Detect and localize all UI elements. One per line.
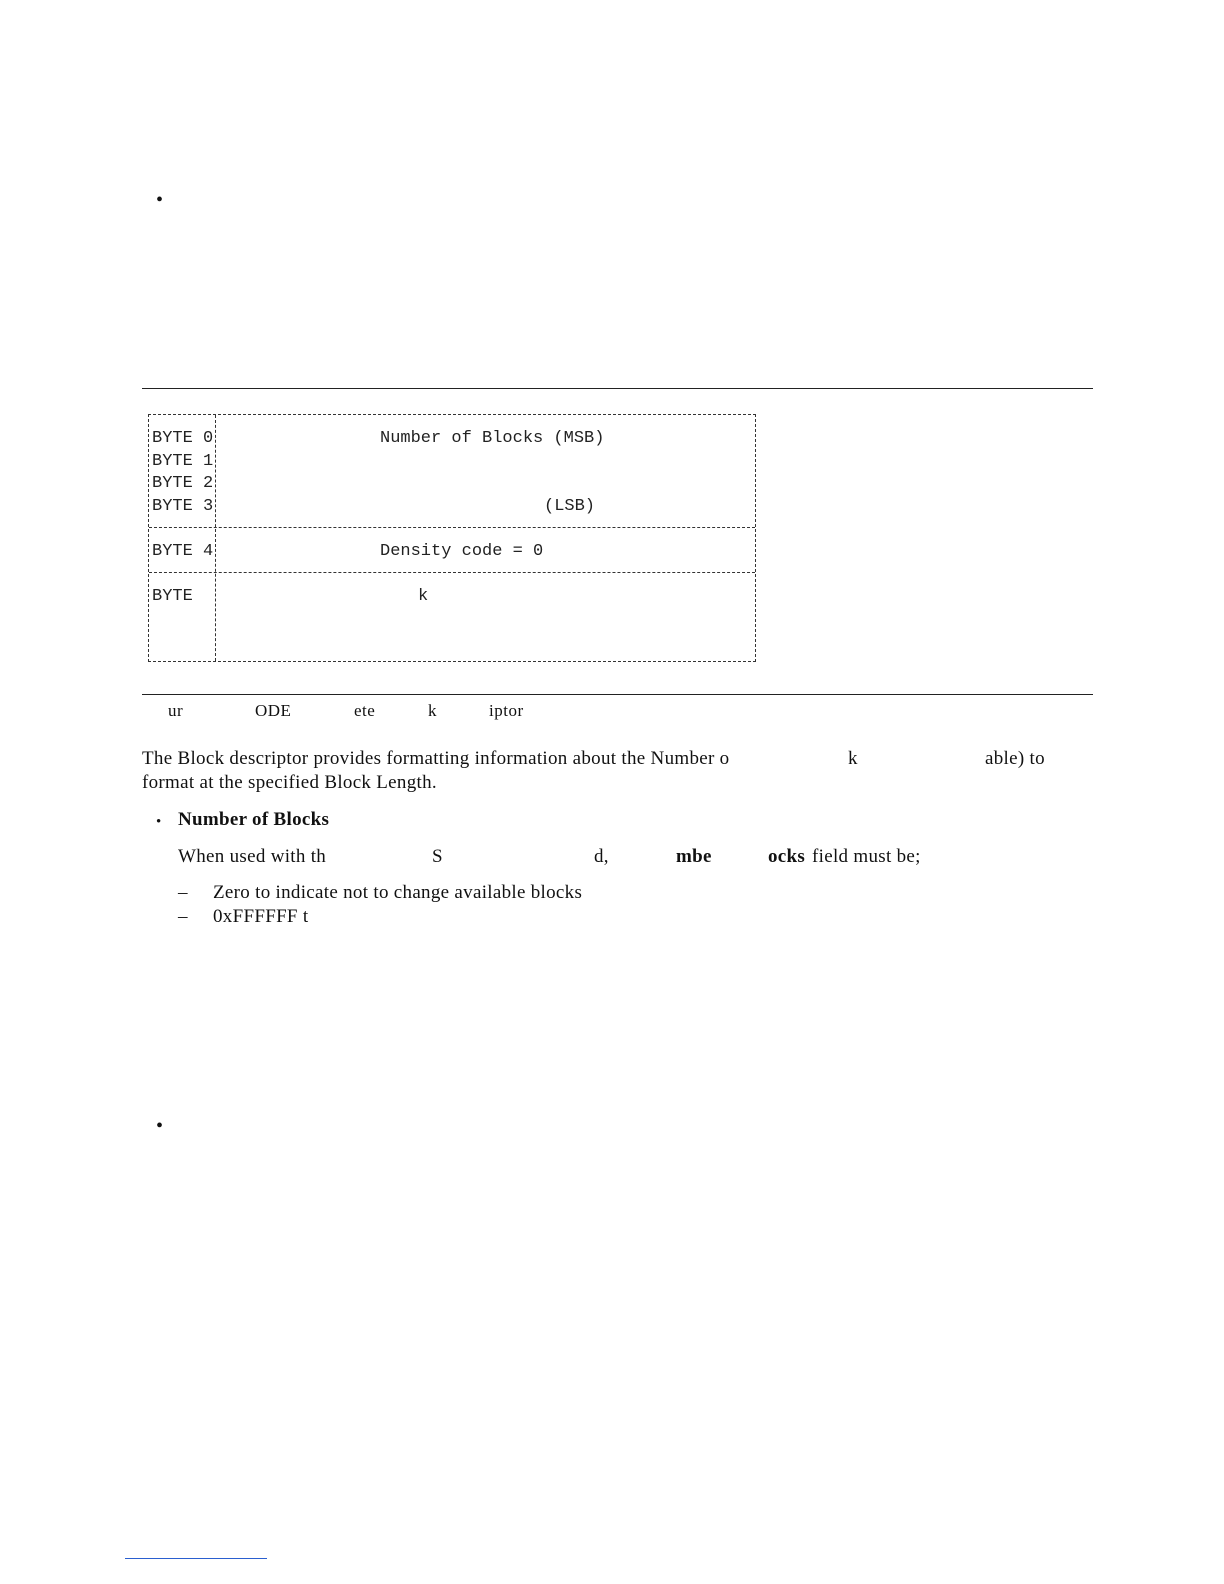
bullet-top: •	[156, 189, 164, 211]
lsb-marker: (LSB)	[544, 497, 596, 516]
figure-top-rule	[142, 388, 1093, 389]
sub-list-item: Zero to indicate not to change available blocks	[213, 882, 583, 903]
number-of-blocks-field: Number of Blocks (MSB)	[380, 429, 605, 448]
description-fragment: field must be;	[812, 846, 921, 867]
figure-caption-part: ete	[354, 701, 376, 720]
list-bullet: •	[156, 814, 162, 830]
figure-bottom-rule	[142, 694, 1093, 695]
byte-label: BYTE	[152, 587, 193, 606]
footer-link-underline[interactable]	[125, 1558, 267, 1559]
diagram-row-divider	[149, 572, 755, 573]
figure-caption-part: ur	[168, 701, 184, 720]
byte-label: BYTE 1	[152, 452, 214, 471]
figure-caption-part: ODE	[255, 701, 292, 720]
description-fragment: d,	[594, 846, 609, 867]
block-descriptor-diagram	[148, 414, 756, 662]
paragraph-line: The Block descriptor provides formatting information about the Number o	[142, 748, 730, 769]
byte-label: BYTE 2	[152, 474, 214, 493]
dash-marker: –	[178, 882, 188, 903]
description-fragment: When used with th	[178, 846, 327, 867]
paragraph-fragment: k	[848, 748, 858, 769]
density-code-field: Density code = 0	[380, 542, 544, 561]
description-bold-fragment: mbe	[676, 846, 712, 867]
description-fragment: S	[432, 846, 443, 867]
list-item-title: Number of Blocks	[178, 809, 330, 830]
figure-caption-part: iptor	[489, 701, 524, 720]
figure-caption-part: k	[428, 701, 437, 720]
block-length-field: k	[418, 587, 429, 606]
bullet-bottom: •	[156, 1115, 164, 1137]
byte-label: BYTE 4	[152, 542, 214, 561]
sub-list-item: 0xFFFFFF t	[213, 906, 309, 927]
paragraph-fragment: able) to	[985, 748, 1045, 769]
dash-marker: –	[178, 906, 188, 927]
paragraph-line: format at the specified Block Length.	[142, 772, 437, 793]
diagram-row-divider	[149, 527, 755, 528]
byte-label: BYTE 3	[152, 497, 214, 516]
byte-label: BYTE 0	[152, 429, 214, 448]
description-bold-fragment: ocks	[768, 846, 806, 867]
diagram-column-divider	[215, 415, 216, 661]
